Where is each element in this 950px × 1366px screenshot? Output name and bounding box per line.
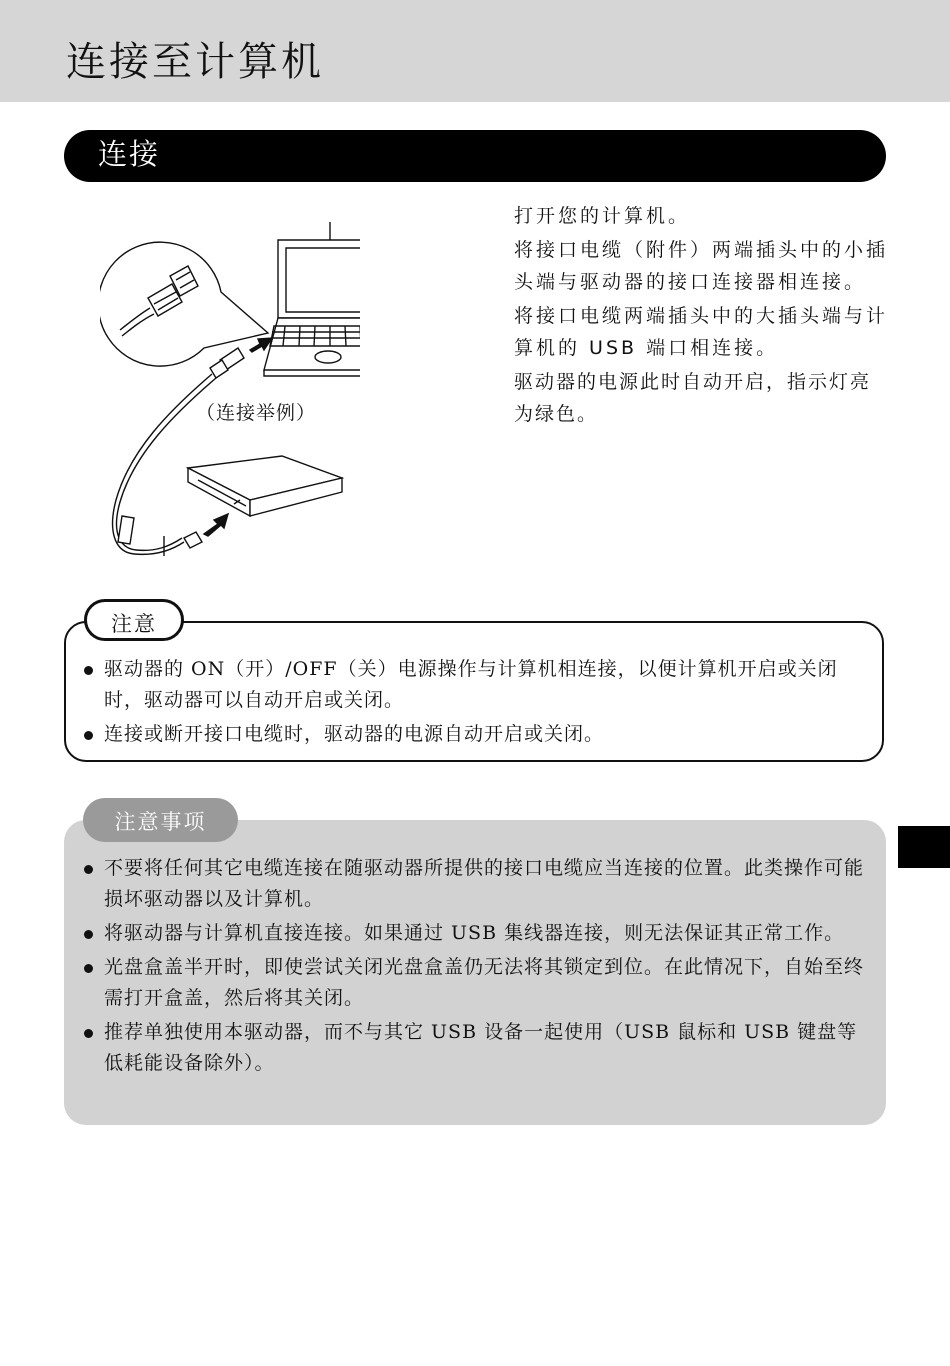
connection-illustration (100, 200, 360, 570)
bullet-icon (84, 731, 93, 740)
arrow-to-drive-icon (204, 514, 228, 536)
note-list (82, 654, 872, 753)
note-item-text: 驱动器的 ON（开）/OFF（关）电源操作与计算机相连接，以便计算机开启或关闭时，驱动器可以自动开启或关闭。 (104, 658, 838, 711)
caution-item-text: 推荐单独使用本驱动器，而不与其它 USB 设备一起使用（USB 鼠标和 USB 键盘等低耗能设备除外）。 (104, 1021, 858, 1074)
step-2: 将接口电缆（附件）两端插头中的小插头端与驱动器的接口连接器相连接。 (514, 239, 889, 293)
note-item (82, 654, 872, 716)
caution-list (82, 853, 872, 1082)
bullet-icon (84, 666, 93, 675)
bullet-icon (84, 964, 93, 973)
note-label-text: 注意 (111, 612, 157, 636)
caution-item-text: 将驱动器与计算机直接连接。如果通过 USB 集线器连接，则无法保证其正常工作。 (104, 922, 845, 944)
chapter-tab (898, 826, 950, 868)
caution-item-text: 光盘盒盖半开时，即使尝试关闭光盘盒盖仍无法将其锁定到位。在此情况下，自始至终需打开盒盖，然后将其关闭。 (104, 956, 865, 1009)
optical-drive-icon (188, 456, 342, 516)
section-bar (64, 130, 886, 182)
bullet-icon (84, 865, 93, 874)
caution-item (82, 918, 872, 949)
page-title: 连接至计算机 (66, 39, 324, 85)
caution-label (83, 798, 238, 842)
step-4: 驱动器的电源此时自动开启，指示灯亮为绿色。 (514, 371, 872, 425)
note-label (84, 599, 184, 641)
caution-label-text: 注意事项 (114, 810, 207, 834)
caution-item (82, 952, 872, 1014)
zoom-callout (100, 242, 268, 366)
bullet-icon (84, 1029, 93, 1038)
caution-item (82, 853, 872, 915)
laptop-icon (264, 222, 360, 376)
step-3: 将接口电缆两端插头中的大插头端与计算机的 USB 端口相连接。 (514, 305, 889, 359)
section-title: 连接 (98, 137, 161, 171)
note-item-text: 连接或断开接口电缆时，驱动器的电源自动开启或关闭。 (104, 723, 605, 745)
connection-steps (514, 200, 888, 432)
caution-item-text: 不要将任何其它电缆连接在随驱动器所提供的接口电缆应当连接的位置。此类操作可能损坏驱动器以及计算机。 (104, 857, 865, 910)
note-item (82, 719, 872, 750)
bullet-icon (84, 930, 93, 939)
caution-item (82, 1017, 872, 1079)
illustration-caption: （连接举例） (196, 398, 316, 425)
step-1: 打开您的计算机。 (514, 205, 691, 227)
